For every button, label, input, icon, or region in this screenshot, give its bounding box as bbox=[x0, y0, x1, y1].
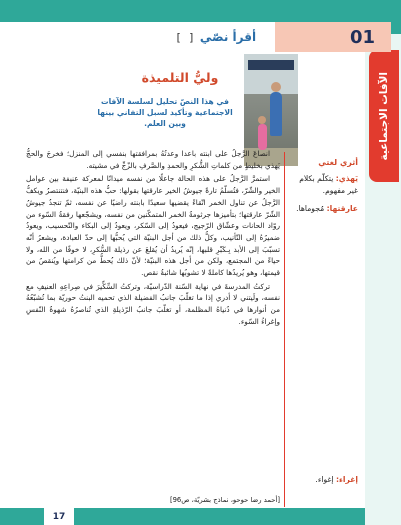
vocab-item-bottom bbox=[292, 475, 358, 484]
unit-number: 01 bbox=[349, 26, 375, 48]
paragraph: انصاعَ الرَّجلُ على ابنته باعدا وعدتُهُ بمرافقتها بنفسي إلى المنزل؛ فخرجَ والحجُّ يَهذي بخليطٍ من كلماتِ الشُّكرِ والحمدِ والصَّرفِ بالزّجِّ في مشيته. bbox=[26, 149, 280, 170]
vocab-heading: أثري لغتي bbox=[318, 158, 358, 167]
lesson-heading bbox=[175, 30, 256, 44]
paragraph: تركتُ المدرسةَ في نهاية السّنة الدّراسيّة، وتركتُ السِّكِّيرَ في صِراعِهِ العنيفِ مع نفسه، ولَيتني لا أدري إذا ما تغلّبَ جانبُ الفضيلة الذي تحميه البنتُ حوريّة بما تُشبّعُهُ من أنوارها في دُنياهُ المظلمة، أو تغلّبَ جانبُ الرّذيلةِ الذي تُناصرُهُ شهوةُ النّفسِ وإغراءُ السّوء. bbox=[26, 281, 280, 326]
article-source: [أحمد رضا حوحو، نماذج بشريّة، ص96] bbox=[169, 496, 280, 504]
vocab-sidebar bbox=[292, 158, 358, 221]
article-body bbox=[26, 148, 280, 330]
unit-tab-label: الآفات الاجتماعية bbox=[378, 71, 390, 161]
lesson-marker: [ ] bbox=[175, 30, 195, 44]
vocab-term: عارقتها: bbox=[326, 204, 358, 213]
header-bar bbox=[0, 0, 365, 22]
article-title: وليُّ التلميذة bbox=[141, 70, 219, 85]
unit-tab bbox=[369, 50, 399, 182]
vocab-divider bbox=[284, 152, 285, 507]
vocab-meaning: مُجوماها. bbox=[296, 204, 325, 213]
article-intro: في هذا النصّ تحليل لسلسة الآفات الاجتماعية وتأكيد لسبل التفاني بينها وبين العلم. bbox=[97, 97, 233, 128]
page-number: 17 bbox=[44, 508, 74, 525]
unit-number-box bbox=[275, 22, 391, 52]
vocab-meaning: إغواء. bbox=[315, 475, 334, 484]
vocab-item bbox=[292, 173, 358, 197]
vocab-term: إغراء: bbox=[335, 475, 358, 484]
lesson-title: أقرأ نصّي bbox=[199, 30, 257, 44]
vocab-meaning: يتكلّم بكلام غير مفهوم. bbox=[299, 174, 358, 195]
vocab-term: يَهذي: bbox=[335, 174, 358, 183]
paragraph: استمرَّ الرَّجلُ على هذه الحالة جاعلًا من نفسه ميدانًا لمعركة عنيفة بين عوامل الخير والشّرّ، فتُسلّمُ تارةً جيوشُ الخير عارقتها بقولها: حبُّ هذه البنيّة، فنتنتصرُ ويكفُّ الرَّجلُ عن تناول الخمر اتّقاءً يقضيها سعيدًا بابنته راضيًا عن نفسه، ثمّ تنجدُ جيوشُ الشّرّ عارقتها؛ بتأميزها جرثومةُ الخمر المتمكّنين من نفسه، ويشجّعها رفقةُ السّوء من روّاد الحانات وعشّاق الرّجيج، فيعودُ إلى السّكر، ويعودُ إلى البكاء والتّحسيب، ويعودُ ضميرُهُ إلى التّأنيب، وكلُّ ذلك من أجل البنيّة التي يُحبُّها إلى حدّ العبادة، ويشعرُ أنّه تسبّبَ إلى الأبد بِـكَبْرِ قلبها، إنّه يُريدُ أن يُقلعَ عن رذيلة السُّكرِ، لا خوفًا من الله، ولا حياءً من المجتمع، ولكن من أجل هذه البنيّة؛ لأنّ ذلك يُحطُّ من كرامتها ويُنقصُ من قيمتها، وهو يُريدُها كاملةً لا تشوبُها شائبةُ نقص. bbox=[26, 174, 280, 278]
vocab-item bbox=[292, 203, 358, 215]
